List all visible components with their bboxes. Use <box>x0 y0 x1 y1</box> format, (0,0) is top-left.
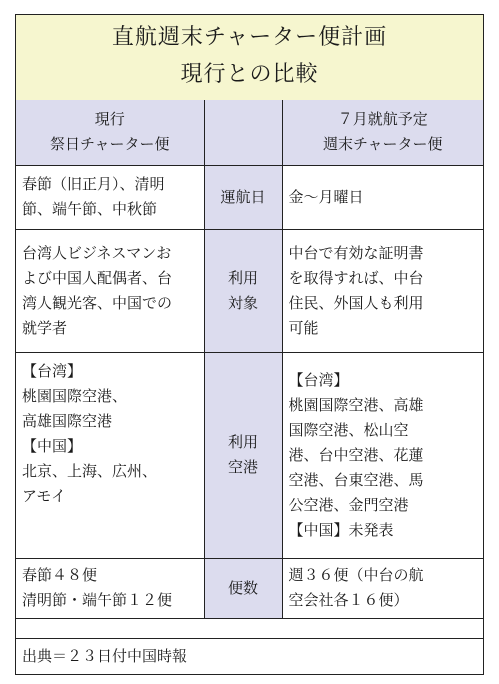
cell-line: 春節（旧正月）、清明 <box>22 175 165 193</box>
planned-cell <box>282 352 483 558</box>
cell-line: アモイ <box>22 486 66 505</box>
cell-line: 【中国】 <box>22 436 83 455</box>
cell-line: 週３６便（中台の航 <box>288 566 424 584</box>
cell-line: 節、端午節、中秋節 <box>22 200 158 218</box>
cell-line: 清明節・端午節１２便 <box>22 591 173 609</box>
title-line-2: 現行との比較 <box>180 62 319 87</box>
table-row <box>16 558 483 618</box>
comparison-table-frame <box>15 14 484 675</box>
row-label-line: 便数 <box>227 578 258 597</box>
cell-line: よび中国人配偶者、台 <box>22 268 173 287</box>
cell-line: 【中国】未発表 <box>288 520 394 539</box>
cell-line: 春節４８便 <box>22 566 98 584</box>
header-current <box>16 100 204 165</box>
header-middle <box>204 100 282 165</box>
cell-line: 北京、上海、広州、 <box>22 461 158 480</box>
cell-line: 【台湾】 <box>22 361 83 380</box>
planned-cell <box>282 558 483 618</box>
cell-line: 公空港、金門空港 <box>288 495 409 514</box>
cell-line: 港、台中空港、花蓮 <box>288 445 424 464</box>
comparison-table <box>16 100 483 619</box>
row-label <box>204 229 282 352</box>
cell-line: 湾人観光客、中国での <box>22 293 173 312</box>
header-planned-line2: 週末チャーター便 <box>322 135 443 154</box>
header-row <box>16 100 483 165</box>
planned-cell <box>282 165 483 229</box>
current-cell <box>16 352 204 558</box>
row-label <box>204 165 282 229</box>
row-label-line: 空港 <box>227 458 258 476</box>
cell-line: 高雄国際空港 <box>22 411 113 430</box>
cell-line: 可能 <box>288 318 319 337</box>
current-cell <box>16 165 204 229</box>
row-label-line: 利用 <box>227 268 258 287</box>
planned-cell <box>282 229 483 352</box>
source-note: 出典＝２３日付中国時報 <box>16 638 483 674</box>
cell-line: 就学者 <box>22 318 68 337</box>
header-current-line2: 祭日チャーター便 <box>49 135 170 154</box>
title-box <box>16 15 483 101</box>
cell-line: 国際空港、松山空 <box>288 420 409 439</box>
header-current-line1: 現行 <box>94 110 125 129</box>
cell-line: 桃園国際空港、高雄 <box>288 395 424 414</box>
current-cell <box>16 558 204 618</box>
current-cell <box>16 229 204 352</box>
cell-line: 【台湾】 <box>288 370 349 389</box>
header-planned-line1: ７月就航予定 <box>337 110 428 129</box>
cell-line: 空港、台東空港、馬 <box>288 470 424 489</box>
table-row <box>16 165 483 229</box>
cell-line: 台湾人ビジネスマンお <box>22 243 172 262</box>
table-row <box>16 352 483 558</box>
cell-line: 桃園国際空港、 <box>22 386 128 405</box>
row-label-line: 運航日 <box>220 187 266 206</box>
cell-line: 中台で有効な証明書 <box>288 243 424 262</box>
row-label <box>204 352 282 558</box>
table-row <box>16 229 483 352</box>
row-label <box>204 558 282 618</box>
cell-line: 空会社各１６便） <box>288 591 409 609</box>
row-label-line: 対象 <box>227 293 258 312</box>
cell-line: 住民、外国人も利用 <box>288 293 424 312</box>
title-line-1: 直航週末チャーター便計画 <box>111 25 388 50</box>
cell-line: 金～月曜日 <box>288 187 364 206</box>
header-planned <box>282 100 483 165</box>
cell-line: を取得すれば、中台 <box>288 268 424 287</box>
row-label-line: 利用 <box>227 433 258 451</box>
